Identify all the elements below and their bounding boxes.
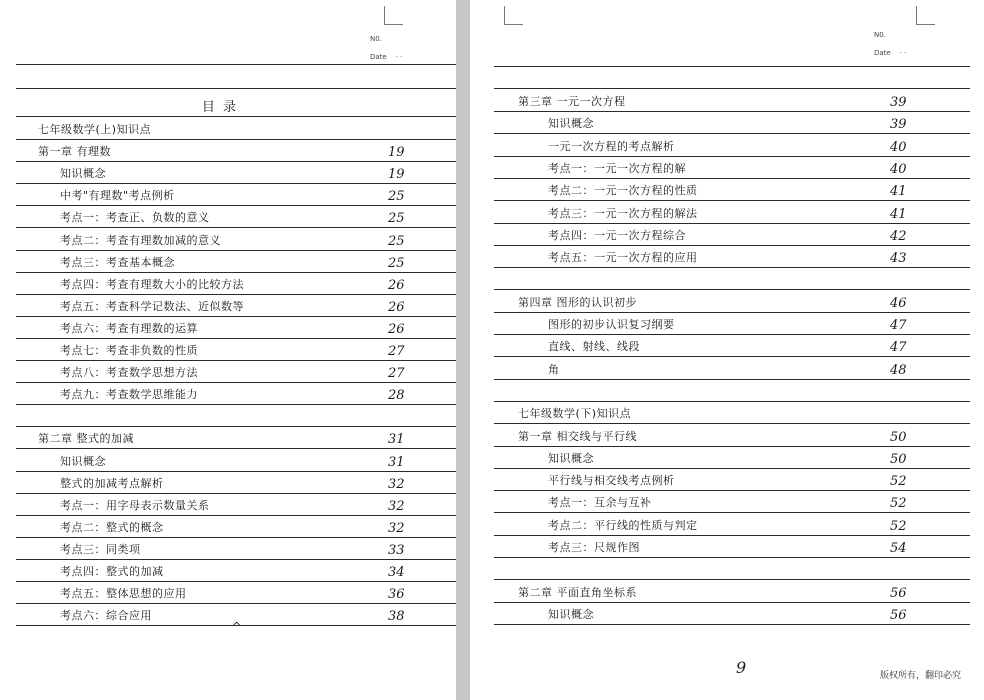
- toc-entry-text: 知识概念: [60, 167, 106, 181]
- toc-entry-page: 38: [388, 609, 405, 625]
- toc-row: [494, 402, 970, 424]
- toc-entry-text: 第四章 图形的认识初步: [518, 295, 637, 309]
- corner-mark: [384, 6, 403, 25]
- toc-row: [494, 291, 970, 313]
- toc-row: [16, 450, 456, 472]
- toc-row: [16, 273, 456, 295]
- toc-entry-text: 一元一次方程的考点解析: [548, 139, 675, 153]
- toc-entry-page: 56: [890, 585, 907, 601]
- toc-row: [16, 339, 456, 361]
- toc-entry-page: 50: [890, 451, 907, 467]
- toc-entry-page: 25: [388, 255, 405, 271]
- toc-entry-text: 考点一：一元一次方程的解: [548, 161, 686, 175]
- toc-entry-text: 考点九：考查数学思维能力: [60, 388, 198, 402]
- toc-entry-text: 第一章 相交线与平行线: [518, 429, 637, 443]
- rule-line: [16, 88, 456, 89]
- toc-entry-page: 33: [388, 542, 405, 558]
- toc-entry-text: 考点二：考查有理数加减的意义: [60, 233, 221, 247]
- toc-row: [494, 335, 970, 357]
- toc-row: [494, 246, 970, 268]
- date-label: Date · ·: [370, 53, 403, 61]
- toc-entry-text: 考点七：考查非负数的性质: [60, 344, 198, 357]
- toc-row: [16, 472, 456, 494]
- toc-entry-text: 七年级数学(上)知识点: [38, 123, 152, 136]
- right-page: [470, 0, 984, 700]
- toc-row: [16, 361, 456, 383]
- toc-row: [494, 358, 970, 380]
- toc-entry-page: 25: [388, 233, 405, 249]
- toc-entry-page: 48: [890, 362, 907, 378]
- toc-entry-page: 52: [890, 474, 907, 490]
- toc-entry-page: 19: [388, 145, 405, 161]
- toc-entry-text: 考点五：整体思想的应用: [60, 587, 187, 601]
- toc-entry-page: 46: [890, 295, 907, 311]
- toc-entry-page: 26: [388, 321, 405, 337]
- rule-line: [16, 116, 456, 117]
- toc-entry-page: 43: [890, 251, 907, 267]
- toc-row: [16, 162, 456, 184]
- toc-row: [494, 514, 970, 536]
- toc-row: [16, 405, 456, 427]
- toc-entry-text: 整式的加减考点解析: [60, 476, 164, 490]
- toc-entry-page: 25: [388, 211, 405, 227]
- toc-row: [494, 135, 970, 157]
- toc-row: [494, 380, 970, 402]
- toc-row: [16, 295, 456, 317]
- toc-row: [494, 469, 970, 491]
- toc-entry-page: 52: [890, 518, 907, 534]
- toc-entry-text: 考点四：整式的加减: [60, 565, 164, 578]
- toc-entry-page: 56: [890, 607, 907, 623]
- toc-row: [16, 206, 456, 228]
- toc-entry-text: 考点二：一元一次方程的性质: [548, 184, 698, 198]
- toc-row: [494, 157, 970, 179]
- toc-entry-page: 19: [388, 167, 405, 183]
- toc-entry-text: 考点四：一元一次方程综合: [548, 228, 686, 242]
- toc-row: [16, 494, 456, 516]
- toc-entry-text: 直线、射线、线段: [548, 340, 640, 354]
- toc-entry-text: 考点三：考查基本概念: [60, 255, 175, 269]
- toc-entry-text: 考点一：互余与互补: [548, 496, 652, 510]
- toc-entry-page: 32: [388, 520, 405, 536]
- toc-entry-text: 考点五：一元一次方程的应用: [548, 251, 698, 265]
- toc-entry-text: 考点六：考查有理数的运算: [60, 321, 198, 335]
- toc-entry-page: 54: [890, 541, 907, 556]
- toc-row: [16, 118, 456, 140]
- toc-row: [494, 224, 970, 246]
- toc-entry-text: 考点一：用字母表示数量关系: [60, 498, 210, 512]
- page-number: 9: [736, 658, 747, 677]
- toc-row: [16, 251, 456, 273]
- toc-entry-page: 31: [388, 454, 405, 470]
- toc-row: [494, 179, 970, 201]
- toc-entry-page: 41: [890, 206, 907, 222]
- toc-entry-page: 40: [890, 161, 907, 177]
- toc-entry-text: 考点八：考查数学思想方法: [60, 366, 198, 380]
- toc-entry-text: 角: [548, 362, 560, 376]
- toc-entry-page: 47: [890, 340, 907, 356]
- toc-entry-page: 27: [388, 366, 405, 382]
- toc-row: [494, 581, 970, 603]
- toc-row: [494, 558, 970, 580]
- toc-row: [16, 538, 456, 560]
- toc-row: [494, 202, 970, 224]
- toc-row: [494, 313, 970, 335]
- toc-entry-page: 47: [890, 318, 907, 333]
- toc-entry-page: 52: [890, 496, 907, 512]
- toc-entry-page: 26: [388, 277, 405, 293]
- no-label: N0.: [370, 35, 382, 43]
- toc-row: [16, 582, 456, 604]
- toc-entry-page: 50: [890, 429, 907, 445]
- toc-entry-text: 考点三：尺规作图: [548, 541, 640, 554]
- toc-row: [494, 447, 970, 469]
- toc-entry-page: 39: [890, 117, 907, 133]
- toc-entry-page: 32: [388, 476, 405, 492]
- toc-entry-page: 25: [388, 189, 405, 205]
- rule-line: [494, 88, 970, 89]
- toc-row: [16, 317, 456, 339]
- toc-title: 目 录: [201, 100, 239, 115]
- toc-entry-page: 26: [388, 299, 405, 315]
- toc-row: [494, 603, 970, 625]
- header-rule: [16, 64, 456, 65]
- toc-row: [494, 268, 970, 290]
- toc-row: [494, 491, 970, 513]
- toc-entry-text: 知识概念: [60, 454, 106, 468]
- toc-row: [494, 536, 970, 558]
- toc-entry-text: 图形的初步认识复习纲要: [548, 318, 675, 331]
- date-label: Date · ·: [874, 49, 907, 57]
- toc-entry-text: 考点二：平行线的性质与判定: [548, 518, 698, 532]
- toc-entry-text: 考点一：考查正、负数的意义: [60, 211, 210, 225]
- toc-entry-text: 考点三：同类项: [60, 542, 141, 556]
- page-gap: [456, 0, 470, 700]
- toc-entry-text: 中考"有理数"考点例析: [60, 189, 175, 203]
- no-label: N0.: [874, 31, 886, 39]
- toc-row: [494, 90, 970, 112]
- toc-entry-page: 34: [388, 565, 405, 580]
- toc-row: [16, 229, 456, 251]
- toc-row: [494, 112, 970, 134]
- toc-entry-text: 平行线与相交线考点例析: [548, 474, 675, 488]
- corner-mark: [916, 6, 935, 25]
- toc-entry-page: 27: [388, 344, 405, 359]
- toc-entry-text: 七年级数学(下)知识点: [518, 407, 632, 421]
- left-page: [0, 0, 456, 700]
- toc-entry-text: 第二章 平面直角坐标系: [518, 585, 637, 599]
- toc-row: [16, 427, 456, 449]
- copyright-text: 版权所有，翻印必究: [880, 671, 962, 681]
- toc-entry-text: 第三章 一元一次方程: [518, 95, 626, 108]
- toc-entry-text: 知识概念: [548, 451, 594, 465]
- toc-row: [16, 516, 456, 538]
- toc-entry-text: 考点四：考查有理数大小的比较方法: [60, 277, 244, 291]
- toc-entry-text: 考点三：一元一次方程的解法: [548, 206, 698, 220]
- toc-row: [16, 140, 456, 162]
- toc-row: [16, 560, 456, 582]
- toc-entry-text: 知识概念: [548, 607, 594, 621]
- toc-entry-page: 36: [388, 587, 405, 603]
- toc-entry-page: 39: [890, 95, 907, 110]
- bottom-mark: ^: [232, 620, 242, 633]
- header-rule: [494, 66, 970, 67]
- toc-row: [16, 383, 456, 405]
- toc-entry-page: 41: [890, 184, 907, 200]
- corner-mark: [504, 6, 523, 25]
- toc-row: [494, 425, 970, 447]
- toc-entry-page: 40: [890, 139, 907, 155]
- toc-entry-text: 第一章 有理数: [38, 145, 111, 159]
- toc-entry-page: 42: [890, 228, 907, 244]
- toc-entry-page: 32: [388, 498, 405, 514]
- toc-row: [16, 184, 456, 206]
- toc-entry-text: 第二章 整式的加减: [38, 432, 134, 446]
- toc-entry-page: 28: [388, 388, 405, 404]
- toc-entry-text: 考点五：考查科学记数法、近似数等: [60, 299, 244, 313]
- toc-entry-page: 31: [388, 432, 405, 448]
- toc-entry-text: 考点二：整式的概念: [60, 520, 164, 534]
- toc-entry-text: 考点六：综合应用: [60, 609, 152, 623]
- toc-entry-text: 知识概念: [548, 117, 594, 131]
